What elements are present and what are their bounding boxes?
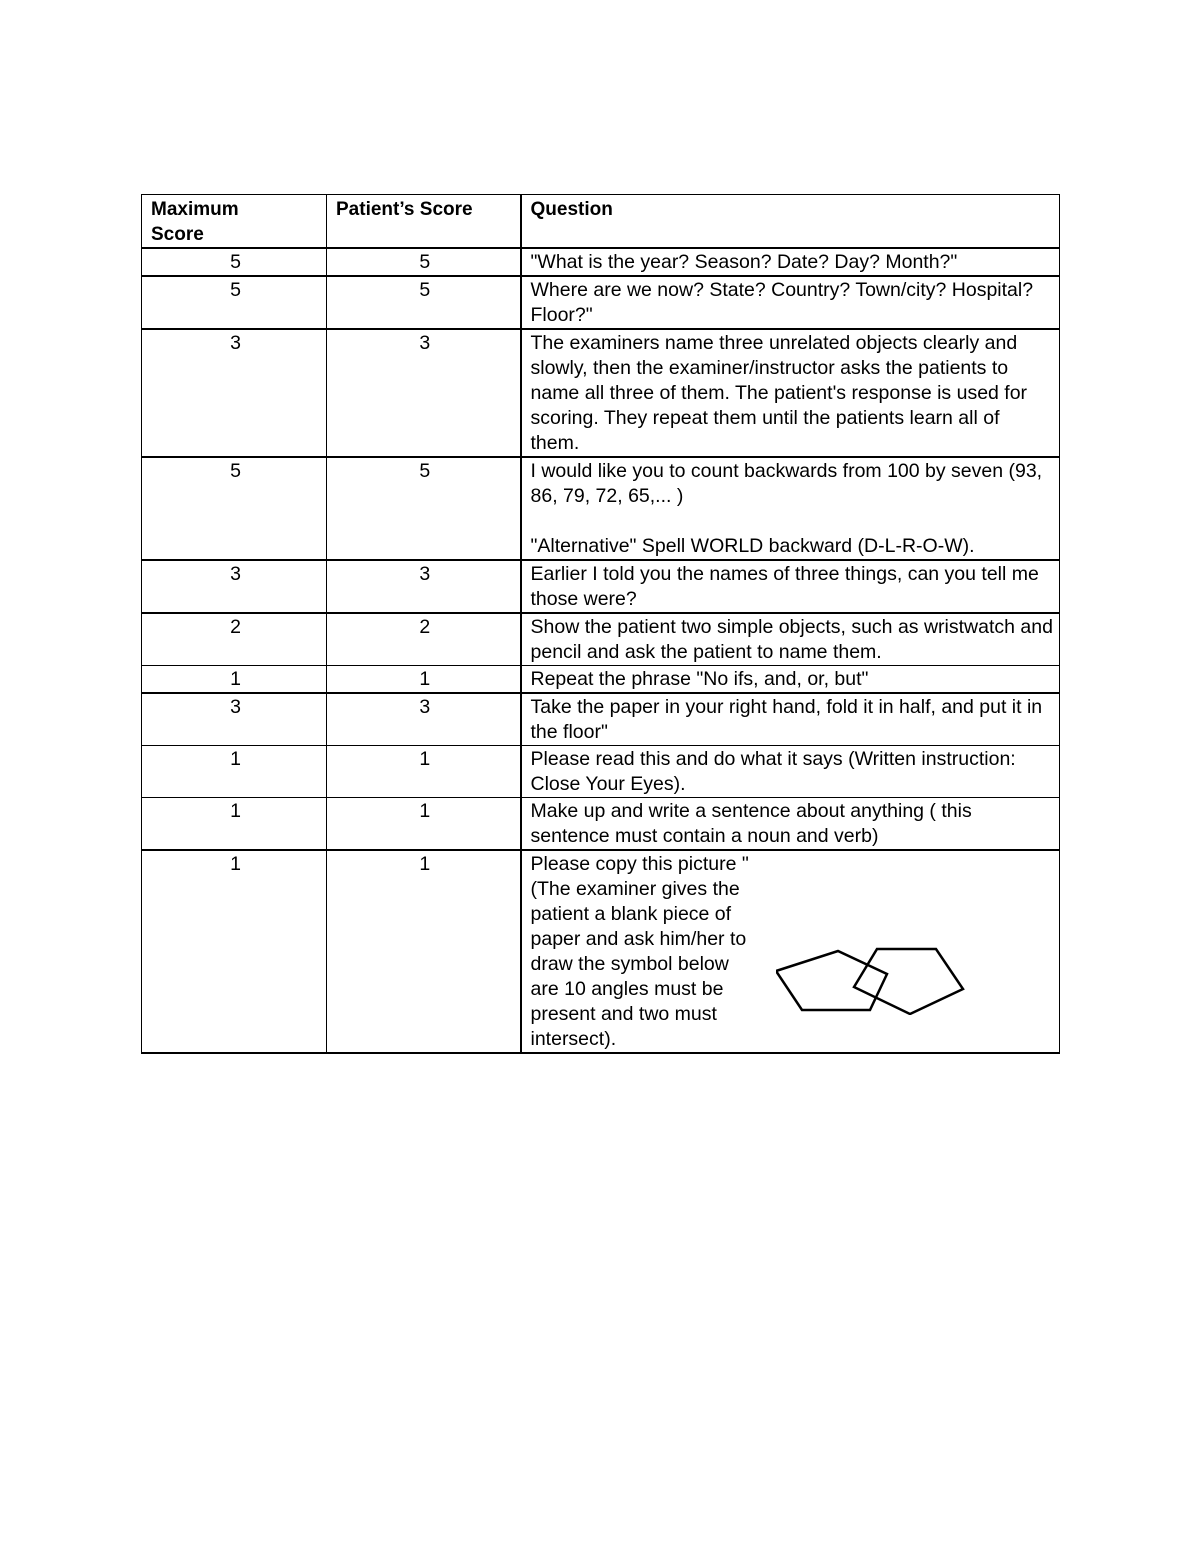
question-cell: Repeat the phrase "No ifs, and, or, but" — [521, 666, 1060, 694]
patient-score-cell: 5 — [327, 248, 521, 276]
question-text: Please copy this picture "(The examiner gives the patient a blank piece of paper and ask him/her to draw the symbol below are 10 angles must be present and two must intersect). — [530, 853, 749, 1050]
max-score-cell: 3 — [142, 329, 327, 457]
max-score-cell: 1 — [142, 666, 327, 694]
question-cell: Please read this and do what it says (Written instruction: Close Your Eyes). — [521, 746, 1060, 798]
max-score-cell: 5 — [142, 457, 327, 560]
patient-score-cell: 1 — [327, 666, 521, 694]
question-cell: The examiners name three unrelated objects clearly and slowly, then the examiner/instructor asks the patients to name all three of them. The patient's response is used for scoring. They repeat them until the patients learn all of them. — [521, 329, 1060, 457]
table-row — [142, 746, 1060, 798]
table-row — [142, 613, 1060, 666]
patient-score-cell: 3 — [327, 560, 521, 613]
intersecting-pentagons-figure — [776, 945, 968, 1015]
question-cell: Show the patient two simple objects, such as wristwatch and pencil and ask the patient to name them. — [521, 613, 1060, 666]
max-score-cell: 5 — [142, 248, 327, 276]
patient-score-cell: 3 — [327, 693, 521, 746]
table-row — [142, 666, 1060, 694]
question-cell: Earlier I told you the names of three things, can you tell me those were? — [521, 560, 1060, 613]
patient-score-cell: 1 — [327, 850, 521, 1053]
table-header-row — [142, 195, 1060, 249]
max-score-cell: 3 — [142, 693, 327, 746]
table-row — [142, 276, 1060, 329]
table-row — [142, 693, 1060, 746]
max-score-cell: 5 — [142, 276, 327, 329]
right-pentagon — [854, 949, 963, 1014]
max-score-cell: 1 — [142, 798, 327, 851]
table-row — [142, 329, 1060, 457]
patient-score-cell: 1 — [327, 798, 521, 851]
patient-score-cell: 5 — [327, 276, 521, 329]
question-cell: "What is the year? Season? Date? Day? Month?" — [521, 248, 1060, 276]
question-cell: Make up and write a sentence about anything ( this sentence must contain a noun and verb) — [521, 798, 1060, 851]
question-cell: Where are we now? State? Country? Town/city? Hospital? Floor?" — [521, 276, 1060, 329]
table-row — [142, 457, 1060, 560]
table-row — [142, 248, 1060, 276]
max-score-cell: 3 — [142, 560, 327, 613]
mmse-score-table — [141, 194, 1060, 1054]
max-score-cell: 1 — [142, 850, 327, 1053]
table-row — [142, 798, 1060, 851]
question-cell: Take the paper in your right hand, fold it in half, and put it in the floor" — [521, 693, 1060, 746]
table-row — [142, 560, 1060, 613]
patient-score-cell: 5 — [327, 457, 521, 560]
patient-score-cell: 3 — [327, 329, 521, 457]
patient-score-cell: 2 — [327, 613, 521, 666]
header-question: Question — [521, 195, 1060, 249]
max-score-cell: 1 — [142, 746, 327, 798]
question-cell — [521, 850, 1060, 1053]
question-cell: I would like you to count backwards from 100 by seven (93, 86, 79, 72, 65,... ) "Alternative" Spell WORLD backward (D-L-R-O-W). — [521, 457, 1060, 560]
max-score-cell: 2 — [142, 613, 327, 666]
header-maximum-score: Maximum Score — [142, 195, 327, 249]
header-patient-score: Patient’s Score — [327, 195, 521, 249]
table-row — [142, 850, 1060, 1053]
patient-score-cell: 1 — [327, 746, 521, 798]
